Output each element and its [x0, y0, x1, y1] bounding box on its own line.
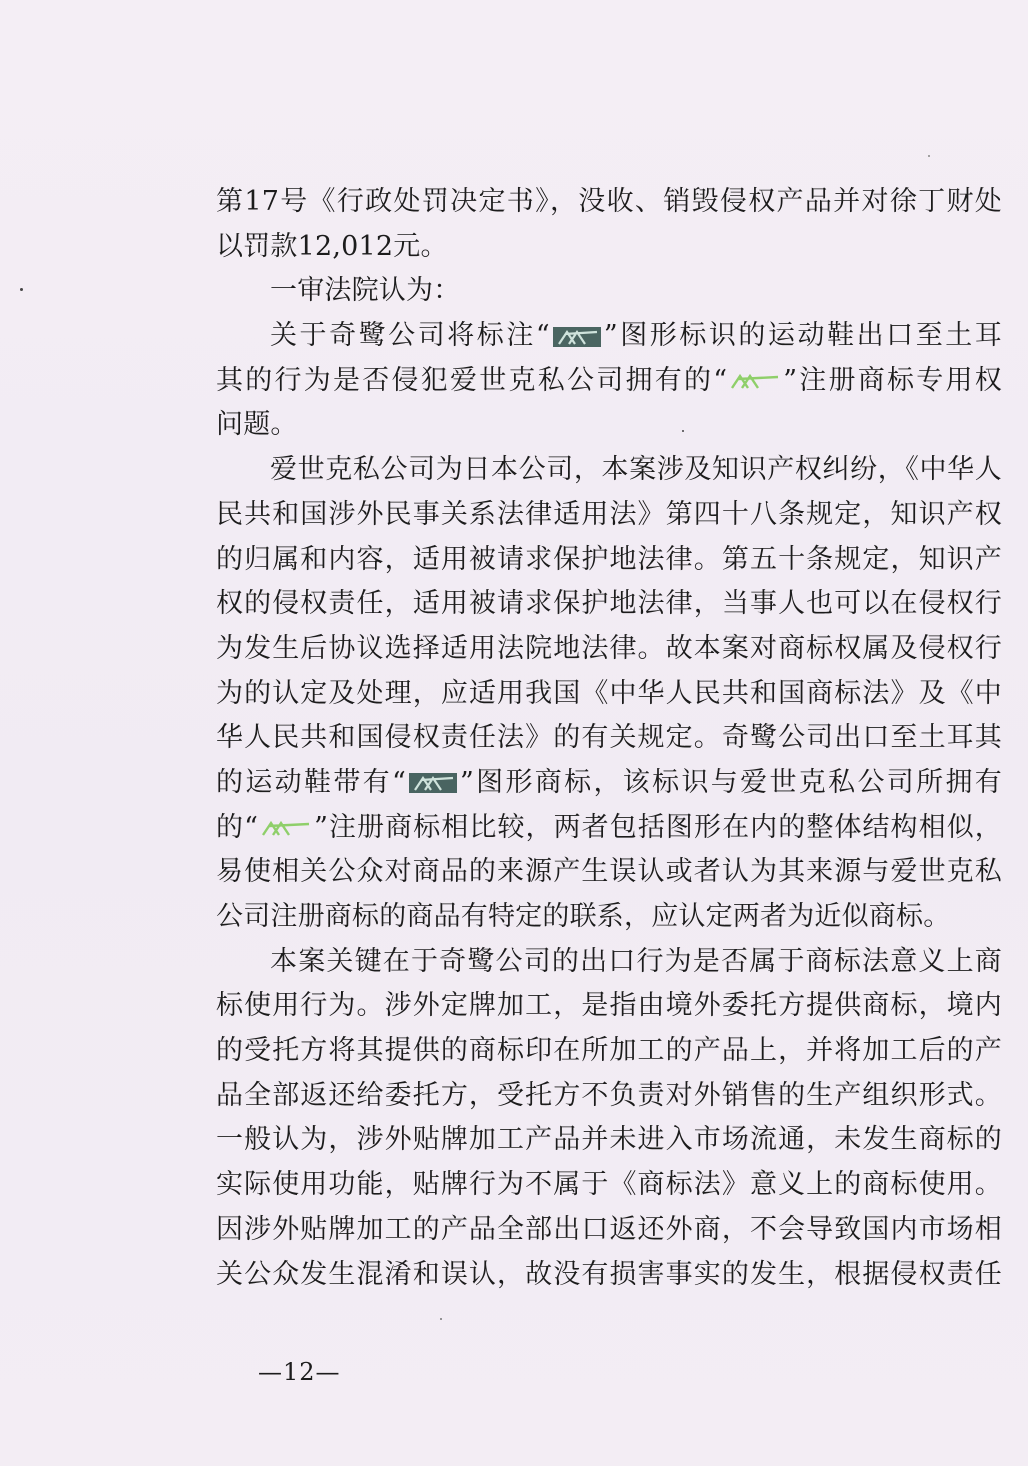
scan-speck — [682, 430, 684, 432]
text-line — [216, 761, 1002, 806]
text-line — [216, 359, 1002, 404]
text-segment: ”图形商标，该标识与爱世克私公司所拥有 — [460, 766, 1002, 798]
text-line: 关公众发生混淆和误认，故没有损害事实的发生，根据侵权责任 — [216, 1258, 1002, 1290]
text-line: 的受托方将其提供的商标印在所加工的产品上，并将加工后的产 — [216, 1035, 1002, 1067]
dark-trademark-icon — [407, 770, 459, 796]
text-line: 第17号《行政处罚决定书》，没收、销毁侵权产品并对徐丁财处 — [216, 186, 1002, 217]
green-trademark-icon — [259, 817, 313, 839]
text-line: 一般认为，涉外贴牌加工产品并未进入市场流通，未发生商标的 — [216, 1124, 1002, 1156]
dark-trademark-icon — [551, 324, 603, 350]
text-line: 本案关键在于奇鹭公司的出口行为是否属于商标法意义上商 — [270, 945, 1002, 977]
scan-speck — [440, 1318, 442, 1320]
text-line: 实际使用功能，贴牌行为不属于《商标法》意义上的商标使用。 — [216, 1169, 1002, 1201]
text-segment: ”注册商标相比较，两者包括图形在内的整体结构相似， — [314, 811, 1002, 843]
text-line: 的归属和内容，适用被请求保护地法律。第五十条规定，知识产 — [216, 543, 1002, 575]
text-line: 易使相关公众对商品的来源产生误认或者认为其来源与爱世克私 — [216, 856, 1002, 888]
text-line: 以罚款12,012元。 — [216, 230, 448, 262]
text-segment: 其的行为是否侵犯爱世克私公司拥有的“ — [216, 364, 728, 396]
green-trademark-icon — [728, 370, 782, 392]
text-segment: 的运动鞋带有“ — [216, 766, 406, 798]
text-line: 为的认定及处理，应适用我国《中华人民共和国商标法》及《中 — [216, 677, 1002, 709]
text-line: 华人民共和国侵权责任法》的有关规定。奇鹭公司出口至土耳其 — [216, 722, 1002, 754]
text-line: 权的侵权责任，适用被请求保护地法律，当事人也可以在侵权行 — [216, 588, 1002, 620]
text-line: 问题。 — [216, 409, 298, 441]
scan-speck — [20, 288, 23, 291]
text-line — [216, 806, 1002, 851]
text-segment: ”注册商标专用权 — [783, 364, 1002, 396]
text-segment: ”图形标识的运动鞋出口至土耳 — [603, 320, 1002, 352]
text-segment: 关于奇鹭公司将标注“ — [270, 320, 550, 352]
text-line: 民共和国涉外民事关系法律适用法》第四十八条规定，知识产权 — [216, 498, 1002, 530]
body-text — [216, 180, 1002, 1297]
text-line: 标使用行为。涉外定牌加工，是指由境外委托方提供商标，境内 — [216, 990, 1002, 1022]
text-segment: 的“ — [216, 811, 259, 843]
text-line: 公司注册商标的商品有特定的联系，应认定两者为近似商标。 — [216, 901, 951, 932]
page-number: —12— — [258, 1358, 341, 1386]
text-line: 为发生后协议选择适用法院地法律。故本案对商标权属及侵权行 — [216, 632, 1002, 664]
text-line: 因涉外贴牌加工的产品全部出口返还外商，不会导致国内市场相 — [216, 1213, 1002, 1245]
text-line: 一审法院认为： — [270, 275, 461, 307]
text-line — [216, 314, 1002, 359]
text-line: 品全部返还给委托方，受托方不负责对外销售的生产组织形式。 — [216, 1079, 1002, 1111]
text-line: 爱世克私公司为日本公司，本案涉及知识产权纠纷，《中华人 — [270, 454, 1002, 486]
scan-speck — [928, 155, 930, 157]
